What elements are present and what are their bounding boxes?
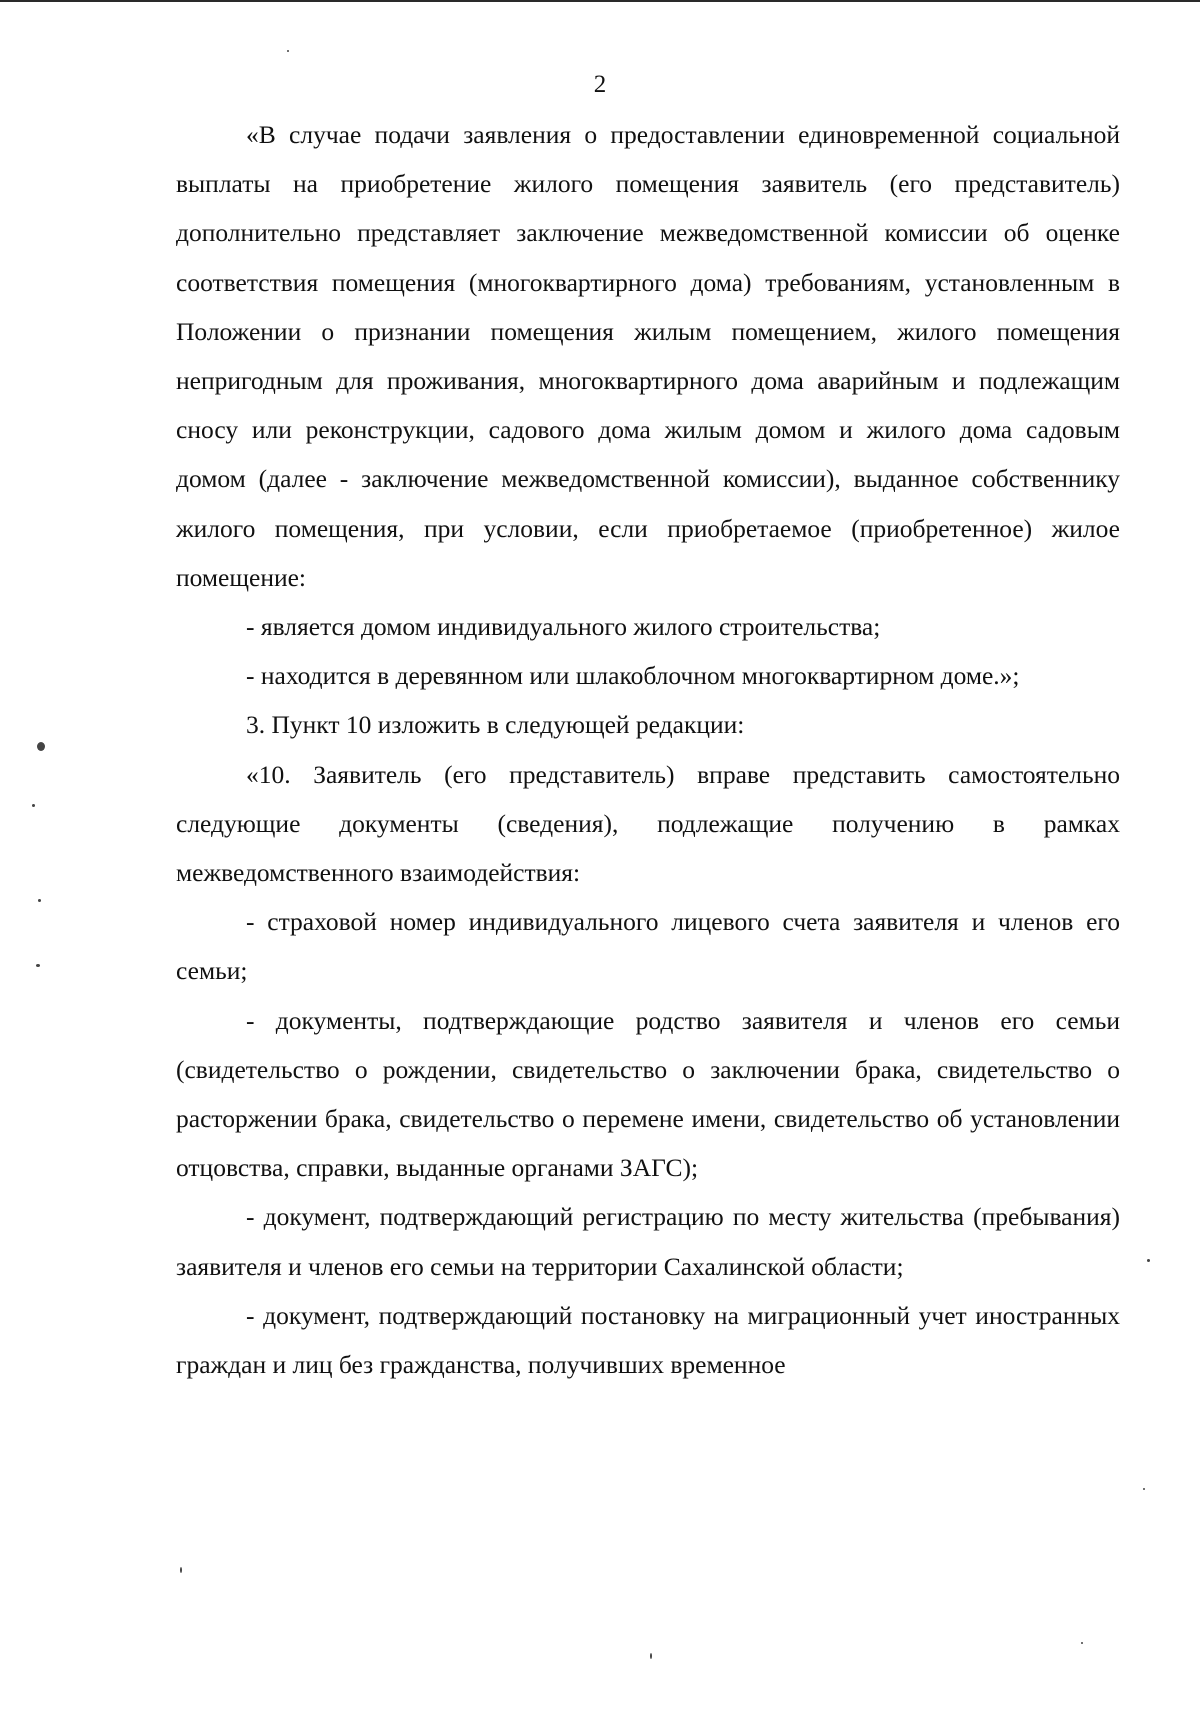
paragraph-item-house: - является домом индивидуального жилого строительства; xyxy=(246,612,881,642)
scan-speck xyxy=(38,899,41,902)
scan-speck xyxy=(1143,1488,1145,1490)
scan-speck xyxy=(36,964,40,967)
scan-speck xyxy=(1081,1642,1083,1644)
paragraph-item-snils: - страховой номер индивидуального лицевого счета заявителя и членов его семьи; xyxy=(176,907,1120,986)
scan-speck xyxy=(287,50,289,52)
page-number: 2 xyxy=(593,71,607,98)
scan-speck xyxy=(1147,1259,1150,1262)
paragraph-item-kinship: - документы, подтверждающие родство заявителя и членов его семьи (свидетельство о рождении, свидетельство о заключении брака, свидетельство о расторжении брака, свидетельство о перемене имени, свидетельство об установлении отцовства, справки, выданные органами ЗАГС); xyxy=(176,1005,1120,1183)
scan-speck xyxy=(650,1653,652,1659)
document-body xyxy=(176,110,1120,1389)
paragraph-item-registration: - документ, подтверждающий регистрацию по месту жительства (пребывания) заявителя и членов его семьи на территории Сахалинской области; xyxy=(176,1202,1120,1281)
scan-speck xyxy=(32,804,35,807)
paragraph-item-building: - находится в деревянном или шлакоблочном многоквартирном доме.»; xyxy=(246,661,1020,691)
paragraph-point-3: 3. Пункт 10 изложить в следующей редакции: xyxy=(246,710,745,740)
page-top-edge xyxy=(0,0,1200,2)
scan-speck xyxy=(180,1567,182,1573)
paragraph-point-10: «10. Заявитель (его представитель) вправе представить самостоятельно следующие документы (сведения), подлежащие получению в рамках межведомственного взаимодействия: xyxy=(176,759,1120,888)
scan-speck xyxy=(37,742,45,751)
paragraph-intro: «В случае подачи заявления о предоставлении единовременной социальной выплаты на приобретение жилого помещения заявитель (его представитель) дополнительно представляет заключение межведомственной комиссии об оценке соответствия помещения (многоквартирного дома) требованиям, установленным в Положении о признании помещения жилым помещением, жилого помещения непригодным для проживания, многоквартирного дома аварийным и подлежащим сносу или реконструкции, садового дома жилым домом и жилого дома садовым домом (далее - заключение межведомственной комиссии), выданное собственнику жилого помещения, при условии, если приобретаемое (приобретенное) жилое помещение: xyxy=(176,120,1120,592)
paragraph-item-migration: - документ, подтверждающий постановку на миграционный учет иностранных граждан и лиц без гражданства, получивших временное xyxy=(176,1300,1120,1380)
